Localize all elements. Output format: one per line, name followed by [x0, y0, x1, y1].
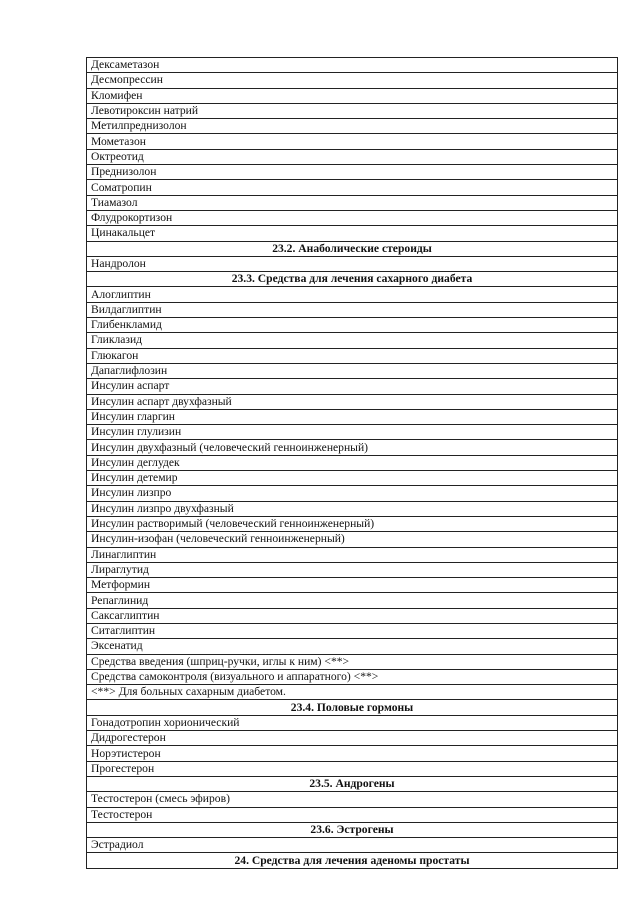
drug-row — [87, 119, 618, 134]
drug-list-body — [87, 58, 618, 869]
drug-row — [87, 165, 618, 180]
drug-row — [87, 639, 618, 654]
drug-row — [87, 149, 618, 164]
drug-row — [87, 425, 618, 440]
drug-name: Нандролон — [87, 256, 618, 271]
drug-row — [87, 302, 618, 317]
section-heading-row — [87, 853, 618, 868]
drug-row — [87, 685, 618, 700]
drug-name: Дапаглифлозин — [87, 363, 618, 378]
section-heading-row — [87, 822, 618, 837]
drug-row — [87, 88, 618, 103]
drug-name: Флудрокортизон — [87, 210, 618, 225]
drug-row — [87, 256, 618, 271]
drug-name: Октреотид — [87, 149, 618, 164]
document-page — [86, 57, 618, 869]
drug-row — [87, 226, 618, 241]
drug-row — [87, 180, 618, 195]
drug-name: Дидрогестерон — [87, 731, 618, 746]
drug-row — [87, 440, 618, 455]
drug-row — [87, 654, 618, 669]
drug-name: Метилпреднизолон — [87, 119, 618, 134]
drug-name: Эксенатид — [87, 639, 618, 654]
drug-name: Кломифен — [87, 88, 618, 103]
drug-row — [87, 516, 618, 531]
drug-name: Тиамазол — [87, 195, 618, 210]
drug-name: Метформин — [87, 578, 618, 593]
section-heading-row — [87, 272, 618, 287]
drug-row — [87, 578, 618, 593]
drug-name: Дексаметазон — [87, 58, 618, 73]
drug-row — [87, 287, 618, 302]
drug-name: Инсулин-изофан (человеческий генноинженерный) — [87, 532, 618, 547]
drug-name: Мометазон — [87, 134, 618, 149]
drug-name: Инсулин аспарт двухфазный — [87, 394, 618, 409]
drug-row — [87, 501, 618, 516]
drug-row — [87, 394, 618, 409]
drug-name: Репаглинид — [87, 593, 618, 608]
drug-name: Инсулин детемир — [87, 471, 618, 486]
drug-name: Инсулин гларгин — [87, 409, 618, 424]
drug-row — [87, 562, 618, 577]
drug-row — [87, 195, 618, 210]
drug-row — [87, 348, 618, 363]
drug-name: <**> Для больных сахарным диабетом. — [87, 685, 618, 700]
drug-row — [87, 669, 618, 684]
drug-row — [87, 134, 618, 149]
drug-name: Линаглиптин — [87, 547, 618, 562]
drug-name: Саксаглиптин — [87, 608, 618, 623]
drug-row — [87, 409, 618, 424]
drug-name: Норэтистерон — [87, 746, 618, 761]
drug-name: Прогестерон — [87, 761, 618, 776]
drug-name: Эстрадиол — [87, 838, 618, 853]
drug-name: Левотироксин натрий — [87, 103, 618, 118]
drug-row — [87, 838, 618, 853]
drug-name: Инсулин аспарт — [87, 379, 618, 394]
drug-row — [87, 715, 618, 730]
drug-name: Цинакальцет — [87, 226, 618, 241]
drug-row — [87, 455, 618, 470]
drug-name: Тестостерон (смесь эфиров) — [87, 792, 618, 807]
drug-name: Тестостерон — [87, 807, 618, 822]
drug-row — [87, 731, 618, 746]
drug-row — [87, 333, 618, 348]
drug-row — [87, 761, 618, 776]
drug-name: Преднизолон — [87, 165, 618, 180]
drug-row — [87, 792, 618, 807]
drug-name: Инсулин лизпро двухфазный — [87, 501, 618, 516]
drug-row — [87, 807, 618, 822]
drug-name: Инсулин глулизин — [87, 425, 618, 440]
drug-name: Ситаглиптин — [87, 623, 618, 638]
drug-list-table — [86, 57, 618, 869]
drug-name: Алоглиптин — [87, 287, 618, 302]
drug-row — [87, 103, 618, 118]
drug-name: Инсулин растворимый (человеческий генноинженерный) — [87, 516, 618, 531]
drug-name: Инсулин лизпро — [87, 486, 618, 501]
drug-row — [87, 532, 618, 547]
drug-name: Инсулин деглудек — [87, 455, 618, 470]
section-heading: 24. Средства для лечения аденомы простаты — [87, 853, 618, 868]
section-heading-row — [87, 241, 618, 256]
section-heading-row — [87, 700, 618, 715]
section-heading: 23.6. Эстрогены — [87, 822, 618, 837]
section-heading: 23.5. Андрогены — [87, 776, 618, 791]
drug-row — [87, 608, 618, 623]
drug-row — [87, 318, 618, 333]
drug-row — [87, 363, 618, 378]
drug-row — [87, 73, 618, 88]
drug-name: Гликлазид — [87, 333, 618, 348]
section-heading: 23.2. Анаболические стероиды — [87, 241, 618, 256]
drug-name: Глюкагон — [87, 348, 618, 363]
drug-row — [87, 593, 618, 608]
drug-name: Инсулин двухфазный (человеческий генноинженерный) — [87, 440, 618, 455]
drug-row — [87, 471, 618, 486]
section-heading: 23.4. Половые гормоны — [87, 700, 618, 715]
drug-row — [87, 58, 618, 73]
drug-name: Лираглутид — [87, 562, 618, 577]
drug-name: Десмопрессин — [87, 73, 618, 88]
drug-row — [87, 486, 618, 501]
drug-name: Средства введения (шприц-ручки, иглы к ним) <**> — [87, 654, 618, 669]
drug-row — [87, 746, 618, 761]
drug-name: Глибенкламид — [87, 318, 618, 333]
drug-name: Вилдаглиптин — [87, 302, 618, 317]
drug-name: Соматропин — [87, 180, 618, 195]
drug-name: Средства самоконтроля (визуального и аппаратного) <**> — [87, 669, 618, 684]
section-heading: 23.3. Средства для лечения сахарного диабета — [87, 272, 618, 287]
drug-row — [87, 379, 618, 394]
drug-row — [87, 547, 618, 562]
section-heading-row — [87, 776, 618, 791]
drug-name: Гонадотропин хорионический — [87, 715, 618, 730]
drug-row — [87, 623, 618, 638]
drug-row — [87, 210, 618, 225]
